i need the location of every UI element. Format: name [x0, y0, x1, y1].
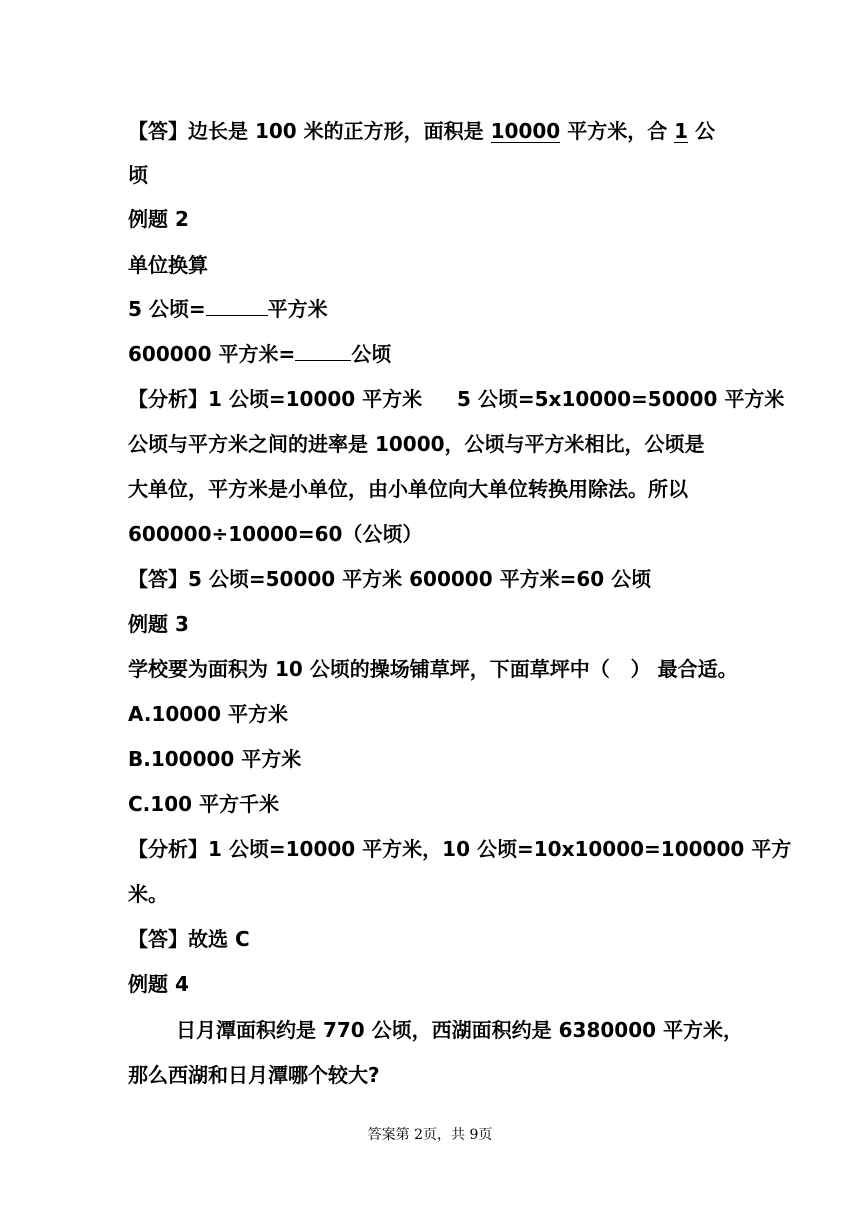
analysis-line-1: 【分析】1 公顷=10000 平方米 5 公顷=5x10000=50000 平方米 — [128, 387, 785, 411]
question-1-blank — [206, 297, 268, 316]
answer-blank-area: 10000 — [490, 119, 561, 143]
question-2-text: 600000 平方米= — [128, 342, 296, 366]
analysis-line-2: 公顷与平方米之间的进率是 10000，公顷与平方米相比，公顷是 — [128, 432, 705, 456]
question-1-unit: 平方米 — [267, 297, 328, 321]
option-b: B.100000 平方米 — [128, 747, 302, 771]
example-3-heading: 例题 3 — [128, 612, 189, 636]
answer-line-2: 顷 — [128, 163, 148, 187]
question-2-unit: 公顷 — [351, 342, 392, 366]
answer-line-1 — [128, 118, 715, 144]
unit-conversion-title: 单位换算 — [128, 253, 208, 277]
answer-blank-hectare: 1 — [674, 119, 689, 143]
answer-text-prefix: 【答】边长是 100 米的正方形，面积是 — [128, 119, 491, 143]
analysis-example-3-line-1: 【分析】1 公顷=10000 平方米，10 公顷=10x10000=100000 平方 — [128, 837, 792, 861]
answer-text-suffix: 公 — [688, 119, 716, 143]
example-2-heading: 例题 2 — [128, 207, 189, 231]
option-c: C.100 平方千米 — [128, 792, 279, 816]
example-3-question: 学校要为面积为 10 公顷的操场铺草坪，下面草坪中（ ） 最合适。 — [128, 657, 738, 681]
analysis-example-3-line-2: 米。 — [128, 882, 168, 906]
answer-text-mid: 平方米，合 — [560, 119, 675, 143]
answer-example-2: 【答】5 公顷=50000 平方米 600000 平方米=60 公顷 — [128, 567, 652, 591]
example-4-question-line-2: 那么西湖和日月潭哪个较大? — [128, 1063, 380, 1087]
option-a: A.10000 平方米 — [128, 702, 288, 726]
analysis-line-4: 600000÷10000=60（公顷） — [128, 522, 423, 546]
example-4-question-line-1: 日月潭面积约是 770 公顷，西湖面积约是 6380000 平方米， — [176, 1018, 744, 1042]
question-2-blank — [295, 342, 351, 361]
answer-example-3: 【答】故选 C — [128, 927, 250, 951]
example-4-heading: 例题 4 — [128, 972, 189, 996]
analysis-line-3: 大单位，平方米是小单位，由小单位向大单位转换用除法。所以 — [128, 477, 688, 501]
question-line-1 — [128, 296, 328, 322]
page-footer: 答案第 2页，共 9页 — [367, 1127, 493, 1143]
question-line-2 — [128, 341, 391, 367]
question-1-text: 5 公顷= — [128, 297, 206, 321]
